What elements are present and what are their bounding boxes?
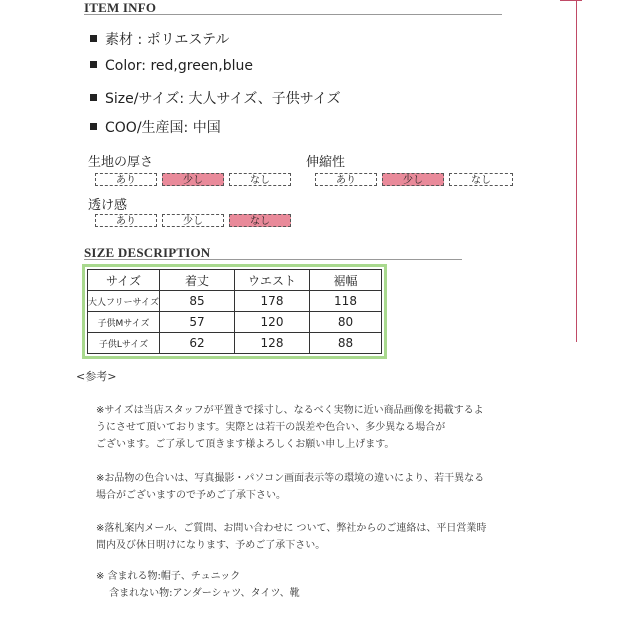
item-material-row — [90, 29, 229, 49]
size-row-label: 子供Lサイズ — [88, 333, 160, 354]
size-table-header — [88, 270, 382, 291]
note-contact-hours — [96, 520, 486, 554]
size-cell: 57 — [160, 312, 235, 333]
size-row-label: 子供Mサイズ — [88, 312, 160, 333]
thickness-option-ari: あり — [95, 173, 157, 186]
size-cell: 85 — [160, 291, 235, 312]
sheerness-label: 透け感 — [88, 198, 128, 213]
note-line: ございます。ご了承して頂きます様よろしくお願い申し上げます。 — [96, 439, 395, 450]
size-cell: 128 — [235, 333, 310, 354]
item-color-row — [90, 58, 253, 74]
size-cell: 88 — [310, 333, 382, 354]
note-line: 間内及び休日明けになります、予めご了承下さい。 — [96, 540, 326, 551]
note-included-items — [96, 568, 300, 602]
note-line: ※サイズは当店スタッフが平置きで採寸し、なるべく実物に近い商品画像を掲載するよ — [96, 405, 484, 416]
size-cell: 120 — [235, 312, 310, 333]
size-cell: 62 — [160, 333, 235, 354]
item-size-row — [90, 88, 341, 108]
stretch-option-ari: あり — [315, 173, 377, 186]
item-size-text: Size/サイズ: 大人サイズ、子供サイズ — [105, 91, 341, 107]
size-header-waist: ウエスト — [235, 270, 310, 291]
bullet-icon — [90, 61, 97, 68]
stretch-option-nashi: なし — [449, 173, 513, 186]
size-header-size: サイズ — [88, 270, 160, 291]
thickness-label: 生地の厚さ — [88, 155, 154, 170]
note-line: ※落札案内メール、ご質問、お問い合わせに ついて、弊社からのご連絡は、平日営業時 — [96, 523, 487, 534]
note-line: 含まれない物:アンダーシャツ、タイツ、靴 — [96, 588, 300, 599]
sheerness-option-nashi: なし — [229, 214, 291, 227]
item-color-text: Color: red,green,blue — [105, 58, 254, 74]
size-description-title: SIZE DESCRIPTION — [84, 245, 211, 260]
table-row — [88, 333, 382, 354]
bullet-icon — [90, 35, 97, 42]
table-row — [88, 312, 382, 333]
item-origin-text: COO/生産国: 中国 — [105, 120, 221, 136]
item-material-text: 素材 : ポリエステル — [105, 32, 230, 48]
note-line: うにさせて頂いております。実際とは若干の誤差や色合い、多少異なる場合が — [96, 422, 446, 433]
size-cell: 178 — [235, 291, 310, 312]
note-line: 場合がございますので予めご了承下さい。 — [96, 490, 286, 501]
size-table — [87, 269, 382, 354]
size-row-label: 大人フリーサイズ — [88, 291, 160, 312]
item-info-title: ITEM INFO — [84, 0, 157, 15]
side-rule-top — [560, 0, 582, 1]
table-row — [88, 291, 382, 312]
stretch-label: 伸縮性 — [306, 155, 346, 170]
size-header-hem: 裾幅 — [310, 270, 382, 291]
note-color-difference — [96, 470, 484, 504]
note-line: ※お品物の色合いは、写真撮影・パソコン画面表示等の環境の違いにより、若干異なる — [96, 473, 485, 484]
item-origin-row — [90, 117, 221, 137]
side-rule — [576, 0, 577, 342]
sheerness-option-sukoshi: 少し — [162, 214, 224, 227]
note-line: ※ 含まれる物:帽子、チュニック — [96, 571, 241, 582]
thickness-option-sukoshi: 少し — [162, 173, 224, 186]
bullet-icon — [90, 94, 97, 101]
size-cell: 80 — [310, 312, 382, 333]
size-header-length: 着丈 — [160, 270, 235, 291]
notes-heading: <参考> — [76, 370, 117, 383]
size-cell: 118 — [310, 291, 382, 312]
note-size-measurement — [96, 402, 484, 453]
sheerness-option-ari: あり — [95, 214, 157, 227]
thickness-option-nashi: なし — [229, 173, 291, 186]
stretch-option-sukoshi: 少し — [382, 173, 444, 186]
bullet-icon — [90, 123, 97, 130]
